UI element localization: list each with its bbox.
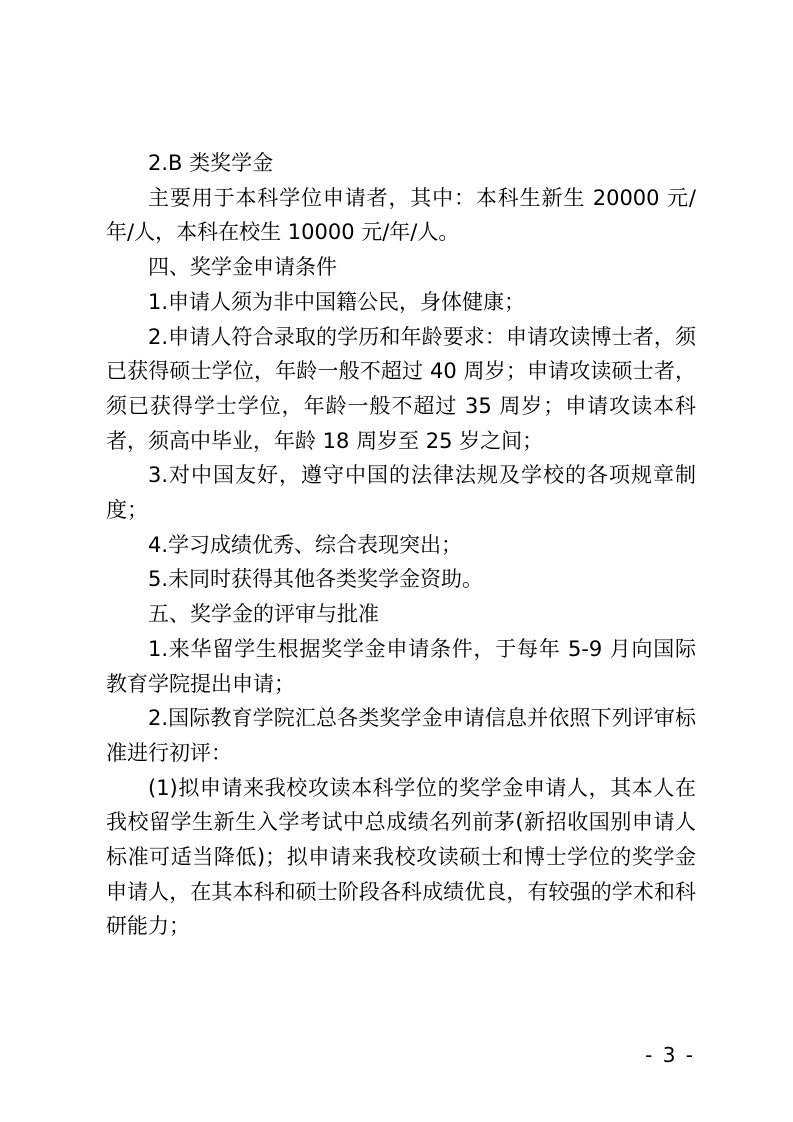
document-body (106, 146, 696, 944)
condition-2-education-age: 2.申请人符合录取的学历和年龄要求：申请攻读博士者，须已获得硕士学位，年龄一般不超过 40 周岁；申请攻读硕士者，须已获得学士学位，年龄一般不超过 35 周岁；申请攻读本科者，须高中毕业，年龄 18 周岁至 25 岁之间； (106, 324, 696, 453)
review-criterion-1: (1)拟申请来我校攻读本科学位的奖学金申请人，其本人在我校留学生新生入学考试中总成绩名列前茅(新招收国别申请人标准可适当降低)；拟申请来我校攻读硕士和博士学位的奖学金申请人，在其本科和硕士阶段各科成绩优良，有较强的学术和科研能力； (106, 775, 696, 939)
review-step-2-preliminary: 2.国际教育学院汇总各类奖学金申请信息并依照下列评审标准进行初评： (106, 706, 696, 765)
paragraph-b-scholarship-amounts: 主要用于本科学位申请者，其中：本科生新生 20000 元/年/人，本科在校生 10000 元/年/人。 (106, 185, 696, 245)
page-number: - 3 - (645, 1043, 695, 1067)
paragraph-b-scholarship-heading: 2.B 类奖学金 (148, 151, 274, 175)
condition-1-nationality: 1.申请人须为非中国籍公民，身体健康； (148, 289, 526, 314)
condition-5-no-other-scholarship: 5.未同时获得其他各类奖学金资助。 (148, 567, 484, 592)
section-heading-application-conditions: 四、奖学金申请条件 (148, 255, 337, 280)
condition-3-law-abiding: 3.对中国友好，遵守中国的法律法规及学校的各项规章制度； (106, 463, 696, 523)
condition-4-academic-performance: 4.学习成绩优秀、综合表现突出； (148, 532, 463, 557)
review-step-1-application: 1.来华留学生根据奖学金申请条件，于每年 5-9 月向国际教育学院提出申请； (106, 636, 696, 696)
section-heading-review-approval: 五、奖学金的评审与批准 (148, 602, 379, 627)
